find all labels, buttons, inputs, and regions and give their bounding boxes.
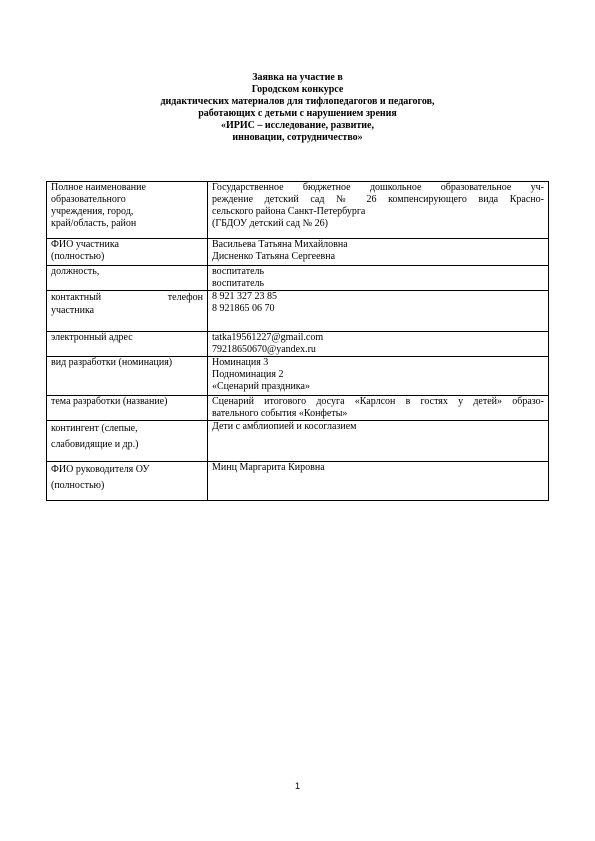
field-label-contingent: контингент (слепые, слабовидящие и др.) (47, 421, 208, 462)
table-row (47, 421, 549, 462)
application-title (0, 72, 595, 144)
field-label-phone: контактный телефон участника (47, 291, 208, 332)
title-line: Заявка на участие в (252, 72, 343, 83)
title-line: дидактических материалов для тифлопедагогов и педагогов, (160, 96, 435, 107)
table-row (47, 396, 549, 421)
field-label-participant-name: ФИО участника (полностью) (47, 239, 208, 266)
field-label-nomination: вид разработки (номинация) (47, 357, 208, 396)
field-value-position: воспитатель воспитатель (208, 266, 549, 291)
table-row (47, 239, 549, 266)
field-label-email: электронный адрес (47, 332, 208, 357)
field-value-participant-name: Васильева Татьяна Михайловна Дисненко Татьяна Сергеевна (208, 239, 549, 266)
field-value-contingent: Дети с амблиопией и косоглазием (208, 421, 549, 462)
page-number: 1 (294, 781, 300, 791)
table-row (47, 332, 549, 357)
field-label-institution-name: Полное наименование образовательного учреждения, город, край/область, район (47, 182, 208, 239)
field-value-topic: Сценарий итогового досуга «Карлсон в гостях у детей» образо- вательного события «Конфеты» (208, 396, 549, 421)
title-line: инновации, сотрудничество» (232, 132, 363, 143)
field-value-phone: 8 921 327 23 85 8 921865 06 70 (208, 291, 549, 332)
title-line: Городском конкурсе (251, 84, 344, 95)
field-label-position: должность, (47, 266, 208, 291)
title-line: «ИРИС – исследование, развитие, (221, 120, 374, 131)
table-row (47, 266, 549, 291)
field-value-institution-name: Государственное бюджетное дошкольное образовательное уч- реждение детский сад № 26 компенсирующего вида Красно- сельского района Санкт-Петербурга (ГБДОУ детский сад № 26) (208, 182, 549, 239)
field-value-head: Минц Маргарита Кировна (208, 462, 549, 501)
table-row (47, 291, 549, 332)
table-row (47, 357, 549, 396)
field-label-topic: тема разработки (название) (47, 396, 208, 421)
application-form-table (46, 181, 549, 501)
field-value-nomination: Номинация 3 Подноминация 2 «Сценарий праздника» (208, 357, 549, 396)
field-value-email: tatka19561227@gmail.com 79218650670@yandex.ru (208, 332, 549, 357)
title-line: работающих с детьми с нарушением зрения (198, 108, 397, 119)
table-row (47, 182, 549, 239)
table-row (47, 462, 549, 501)
field-label-head: ФИО руководителя ОУ (полностью) (47, 462, 208, 501)
